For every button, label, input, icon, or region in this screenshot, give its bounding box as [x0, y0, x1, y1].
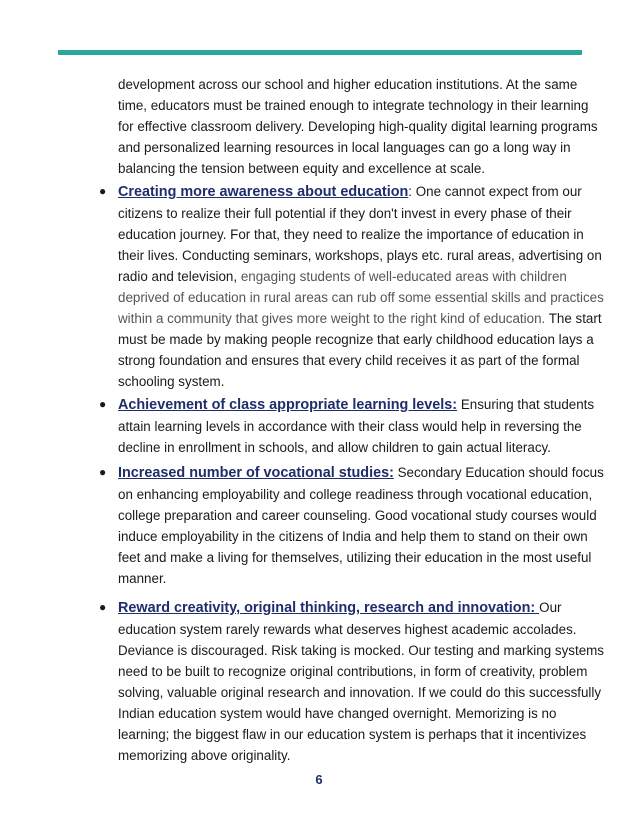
bullet-separator: :	[408, 184, 413, 199]
bullet-dot-icon: ●	[99, 600, 107, 614]
bullet-text-gray: engaging students of well-educated areas with children deprived of education in rural areas can rub off some essential skills and practices within a community that gives more weight to the right kind of education.	[118, 269, 604, 326]
bullet-dot-icon: ●	[99, 397, 107, 411]
bullet-heading: Achievement of class appropriate learning levels:	[118, 397, 458, 413]
bullet-text-after: The start must be made by making people recognize that early childhood education lays a strong foundation and ensures that every child receives it as part of the formal schooling system.	[118, 311, 602, 389]
bullet-creativity	[99, 597, 606, 766]
bullet-text: Secondary Education should focus on enhancing employability and college readiness through vocational education, college preparation and career counseling. Good vocational study courses would induce employability in the citizens of India and help them to stand on their own feet and make a living for themselves, utilizing their education in the most useful manner.	[118, 465, 604, 586]
bullet-heading: Creating more awareness about education	[118, 184, 409, 200]
bullet-text: Our education system rarely rewards what deserves highest academic accolades. Deviance is discouraged. Risk taking is mocked. Our testing and marking systems need to be built to recognize original contributions, in form of creativity, problem solving, valuable original research and innovation. If we could do this successfully Indian education system would have changed overnight. Memorizing is no learning; the biggest flaw in our education system is perhaps that it incentivizes memorizing above originality.	[118, 600, 604, 763]
bullet-vocational	[99, 462, 606, 589]
header-rule	[58, 50, 582, 55]
bullet-awareness	[99, 181, 606, 392]
intro-paragraph: development across our school and higher education institutions. At the same time, educators must be trained enough to integrate technology in their learning for effective classroom delivery. Developing high-quality digital learning programs and personalized learning resources in local languages can go a long way in balancing the tension between equity and excellence at scale.	[118, 77, 598, 176]
document-body	[99, 74, 606, 766]
bullet-learning-levels	[99, 394, 606, 458]
page-number: 6	[315, 772, 323, 787]
bullet-dot-icon: ●	[99, 184, 107, 198]
bullet-heading: Reward creativity, original thinking, research and innovation:	[118, 600, 540, 616]
bullet-dot-icon: ●	[99, 465, 107, 479]
bullet-heading: Increased number of vocational studies:	[118, 465, 394, 481]
bullet-text: Ensuring that students attain learning levels in accordance with their class would help in reversing the decline in enrollment in schools, and allow children to gain actual literacy.	[118, 397, 595, 455]
bullet-text: One cannot expect from our citizens to realize their full potential if they don't invest in every phase of their education journey. For that, they need to realize the importance of education in their lives. Conducting seminars, workshops, plays etc. rural areas, advertising on radio and television,	[118, 184, 602, 284]
